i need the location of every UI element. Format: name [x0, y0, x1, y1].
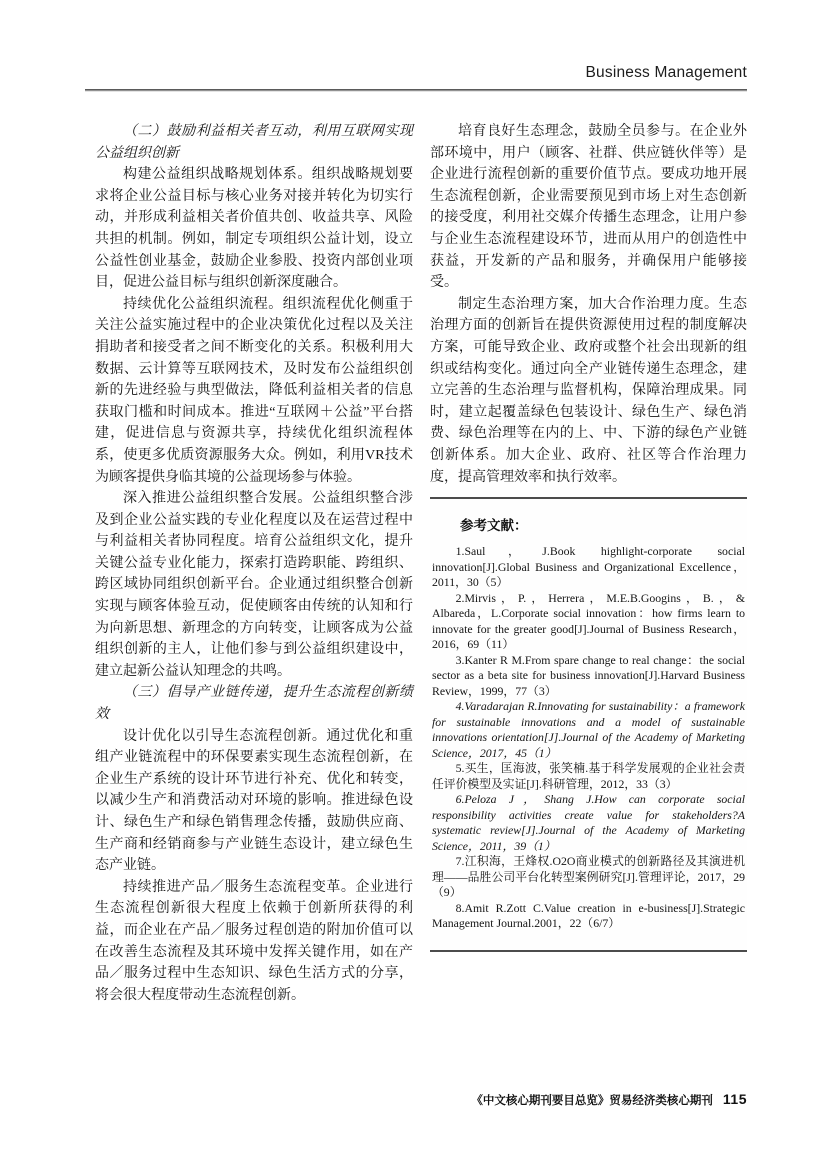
footer-page-number: 115 — [722, 1091, 747, 1107]
text-column-left — [95, 121, 413, 1006]
references-list — [432, 544, 745, 932]
reference-item: 8.Amit R.Zott C.Value creation in e-business[J].Strategic Management Journal.2001，22（6/7） — [432, 900, 745, 931]
reference-item: 3.Kanter R M.From spare change to real change：the social sector as a beta site for business innovation[J].Harvard Business Review，1999，77（3） — [432, 652, 745, 698]
paragraph: 培育良好生态理念，鼓励全员参与。在企业外部环境中，用户（顾客、社群、供应链伙伴等）是企业进行流程创新的重要价值节点。要成功地开展生态流程创新，企业需要预见到市场上对生态创新的接受度，利用社交媒介传播生态理念，让用户参与企业生态流程建设环节，进而从用户的创造性中获益，开发新的产品和服务，并确保用户能够接受。 — [430, 124, 747, 291]
references-heading: 参考文献： — [460, 518, 528, 534]
paragraph: 制定生态治理方案，加大合作治理力度。生态治理方面的创新旨在提供资源使用过程的制度解决方案，可能导致企业、政府或整个社会出现新的组织或结构变化。通过向全产业链传递生态理念，建立完善的生态治理与监督机构，保障治理成果。同时，建立起覆盖绿色包装设计、绿色生产、绿色消费、绿色治理等在内的上、中、下游的绿色产业链创新体系。加大企业、政府、社区等合作治理力度，提高管理效率和执行效率。 — [430, 296, 747, 485]
right-column-paragraphs — [430, 121, 747, 488]
reference-item: 1.Saul，J.Book highlight-corporate social innovation[J].Global Business and Organizational Excellence，2011，30（5） — [432, 544, 745, 590]
page-footer — [471, 1091, 747, 1108]
reference-item: 7.江积海，王烽权.O2O商业模式的创新路径及其演进机理——品胜公司平台化转型案例研究[J].管理评论，2017，29（9） — [432, 854, 745, 900]
page-header-section-title: Business Management — [585, 64, 747, 81]
text-column-right — [430, 121, 747, 952]
paragraph: 深入推进公益组织整合发展。公益组织整合涉及到企业公益实践的专业化程度以及在运营过程中与利益相关者协同程度。培育公益组织文化，提升关键公益专业化能力，探索打造跨职能、跨组织、跨区域协同组织创新平台。企业通过组织整合创新实现与顾客体验互动，促使顾客由传统的认知和行为向新思想、新理念的方向转变，让顾客成为公益组织创新的主人，让他们参与到公益组织建设中，建立起新公益认知理念的共鸣。 — [95, 491, 413, 679]
paragraph: 设计优化以引导生态流程创新。通过优化和重组产业链流程中的环保要素实现生态流程创新，在企业生产系统的设计环节进行补充、优化和转变，以减少生产和消费活动对环境的影响。推进绿色设计、绿色生产和绿色销售理念传播，鼓励供应商、生产商和经销商参与产业链生态设计，建立绿色生态产业链。 — [95, 728, 413, 874]
paragraph: （三）倡导产业链传递，提升生态流程创新绩效 — [95, 685, 413, 723]
paragraph: （二）鼓励利益相关者互动，利用互联网实现公益组织创新 — [95, 124, 413, 161]
header-divider — [85, 89, 747, 92]
reference-item: 2.Mirvis，P.，Herrera，M.E.B.Googins，B.，& Albareda，L.Corporate social innovation：how firms learn to innovate for the greater good[J].Journal of Business Research，2016，69（11） — [432, 590, 745, 652]
paragraph: 构建公益组织战略规划体系。组织战略规划要求将企业公益目标与核心业务对接并转化为切实行动，并形成利益相关者价值共创、收益共享、风险共担的机制。例如，制定专项组织公益计划，设立公益性创业基金，鼓励企业参股、投资内部创业项目，促进公益目标与组织创新深度融合。 — [95, 167, 413, 291]
reference-item: 5.买生，匡海波，张笑楠.基于科学发展观的企业社会责任评价模型及实证[J].科研管理，2012，33（3） — [432, 761, 745, 791]
reference-item: 4.Varadarajan R.Innovating for sustainability：a framework for sustainable innovations and a model of sustainable innovations orientation[J].Journal of the Academy of Marketing Science，2017，45（1） — [432, 699, 745, 760]
reference-item: 6.Peloza J，Shang J.How can corporate social responsibility activities create value for stakeholders?A systematic review[J].Journal of the Academy of Marketing Science，2011，39（1） — [432, 792, 745, 853]
references-box — [430, 497, 747, 952]
paragraph: 持续优化公益组织流程。组织流程优化侧重于关注公益实施过程中的企业决策优化过程以及关注捐助者和接受者之间不断变化的关系。积极利用大数据、云计算等互联网技术，及时发布公益组织创新的先进经验与典型做法，降低利益相关者的信息获取门槛和时间成本。推进“互联网＋公益”平台搭建，促进信息与资源共享，持续优化组织流程体系，使更多优质资源服务大众。例如，利用VR技术为顾客提供身临其境的公益现场参与体验。 — [95, 296, 413, 485]
footer-journal-note: 《中文核心期刊要目总览》贸易经济类核心期刊 — [471, 1095, 713, 1107]
paragraph: 持续推进产品／服务生态流程变革。企业进行生态流程创新很大程度上依赖于创新所获得的利益，而企业在产品／服务过程创造的附加价值可以在改善生态流程及其环境中发挥关键作用，如在产品／服务过程中生态知识、绿色生活方式的分享，将会很大程度带动生态流程创新。 — [95, 879, 413, 1003]
